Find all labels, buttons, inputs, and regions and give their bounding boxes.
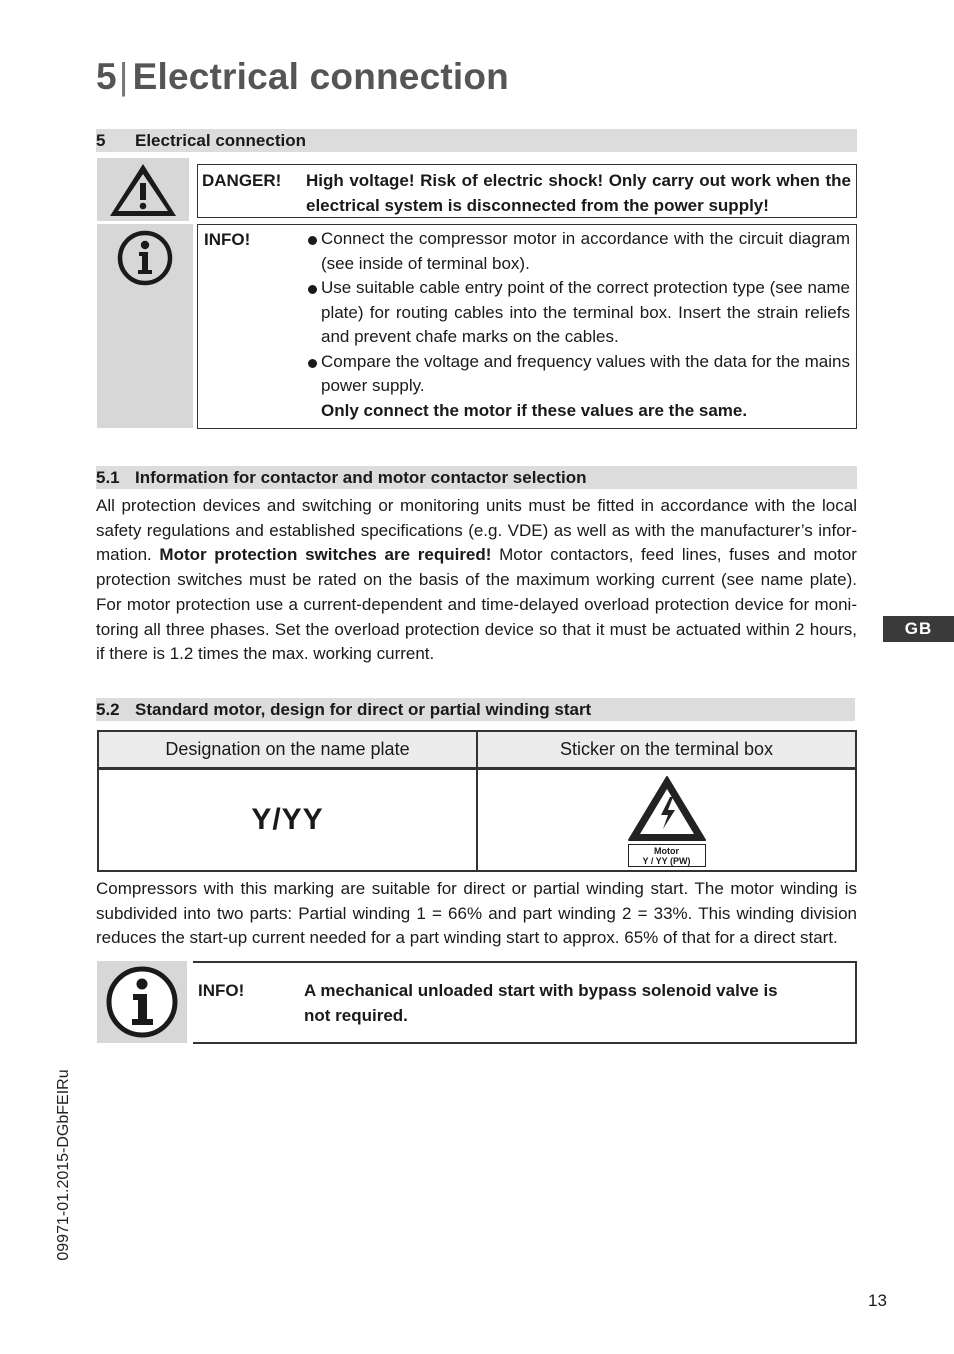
page-title: 5| Electrical connection (96, 56, 509, 97)
section-5-2-heading (96, 698, 855, 721)
designation-cell (98, 769, 477, 872)
section-title: Standard motor, design for direct or partial winding start (135, 700, 592, 719)
info-label: INFO! (204, 230, 251, 249)
info-box-2 (193, 961, 857, 1044)
info-icon-cell-2 (97, 961, 187, 1043)
document-code: 09971-01.2015-DGbFEIRu (55, 1069, 72, 1261)
emphasis-text: Motor protection switches are required! (159, 545, 492, 565)
col-header-sticker: Sticker on the terminal box (477, 731, 856, 769)
sticker-line-2: Y / YY (PW) (642, 855, 691, 866)
info-bullet-3: Compare the voltage and frequency values with the data for the mains power supply. (306, 350, 850, 399)
info-icon-cell (97, 224, 193, 428)
table-row (98, 769, 856, 872)
section-number: 5.1 (96, 468, 120, 487)
info-box (197, 224, 857, 429)
title-separator: | (118, 56, 129, 97)
terminal-box-sticker (627, 774, 707, 867)
info-label: INFO! (198, 981, 245, 1000)
danger-icon-cell (97, 158, 189, 221)
info-text: A mechanical unloaded start with bypass solenoid valve is not required. (304, 981, 778, 1025)
section-title: Electrical connection (135, 131, 306, 150)
section-5-heading (96, 129, 857, 152)
section-5-1-heading (96, 466, 857, 489)
table-header-row (98, 731, 856, 769)
section-number: 5 (96, 131, 106, 150)
danger-text: High voltage! Risk of electric shock! Only carry out work when the electrical system is disconnected from the power supply! (306, 171, 851, 215)
info-bullet-2: Use suitable cable entry point of the correct protection type (see name plate) for routing cables into the terminal box. Insert the strain reliefs and prevent chafe marks on the cables. (306, 276, 850, 350)
sticker-label (628, 844, 706, 867)
danger-label: DANGER! (202, 171, 282, 190)
sticker-line-1: Motor (654, 845, 679, 856)
info-bullet-list (306, 227, 850, 399)
info-icon (104, 964, 180, 1040)
section-5-2-paragraph: Compressors with this marking are suitable for direct or partial winding start. The motor winding is subdivided into two parts: Partial winding 1 = 66% and part winding 2 = 33%. This winding division reduces the start-up current needed for a part winding start to approx. 65% of that for a direct start. (96, 879, 857, 948)
warning-triangle-icon (107, 161, 179, 219)
section-number: 5.2 (96, 700, 120, 719)
section-title: Information for contactor and motor contactor selection (135, 468, 587, 487)
info-icon (115, 228, 175, 288)
designation-value: Y/YY (251, 803, 324, 836)
info-content (306, 227, 850, 423)
designation-table (97, 730, 857, 872)
info-bold-note: Only connect the motor if these values are the same. (321, 400, 748, 420)
col-header-designation: Designation on the name plate (98, 731, 477, 769)
page-number: 13 (868, 1291, 887, 1310)
high-voltage-warning-icon (627, 774, 707, 842)
sticker-cell (477, 769, 856, 872)
section-5-1-paragraph: All protection devices and switching or monitoring units must be fitted in accordance with the local safety regulations and established specifications (e.g. VDE) as well as with the manufacturer’s infor-mation. Motor protection switches are required! Motor contactors, feed lines, fuses and motor protection switches must be rated on the basis of the maximum working current (see name plate). For motor protection use a current-dependent and time-delayed overload protection device for moni-toring all three phases. Set the overload protection device so that it must be actuated within 2 hours, if there is 1.2 times the max. working current. (96, 496, 857, 664)
danger-box (197, 164, 857, 218)
language-tab: GB (883, 616, 954, 642)
info-bullet-1: Connect the compressor motor in accordance with the circuit diagram (see inside of terminal box). (306, 227, 850, 276)
